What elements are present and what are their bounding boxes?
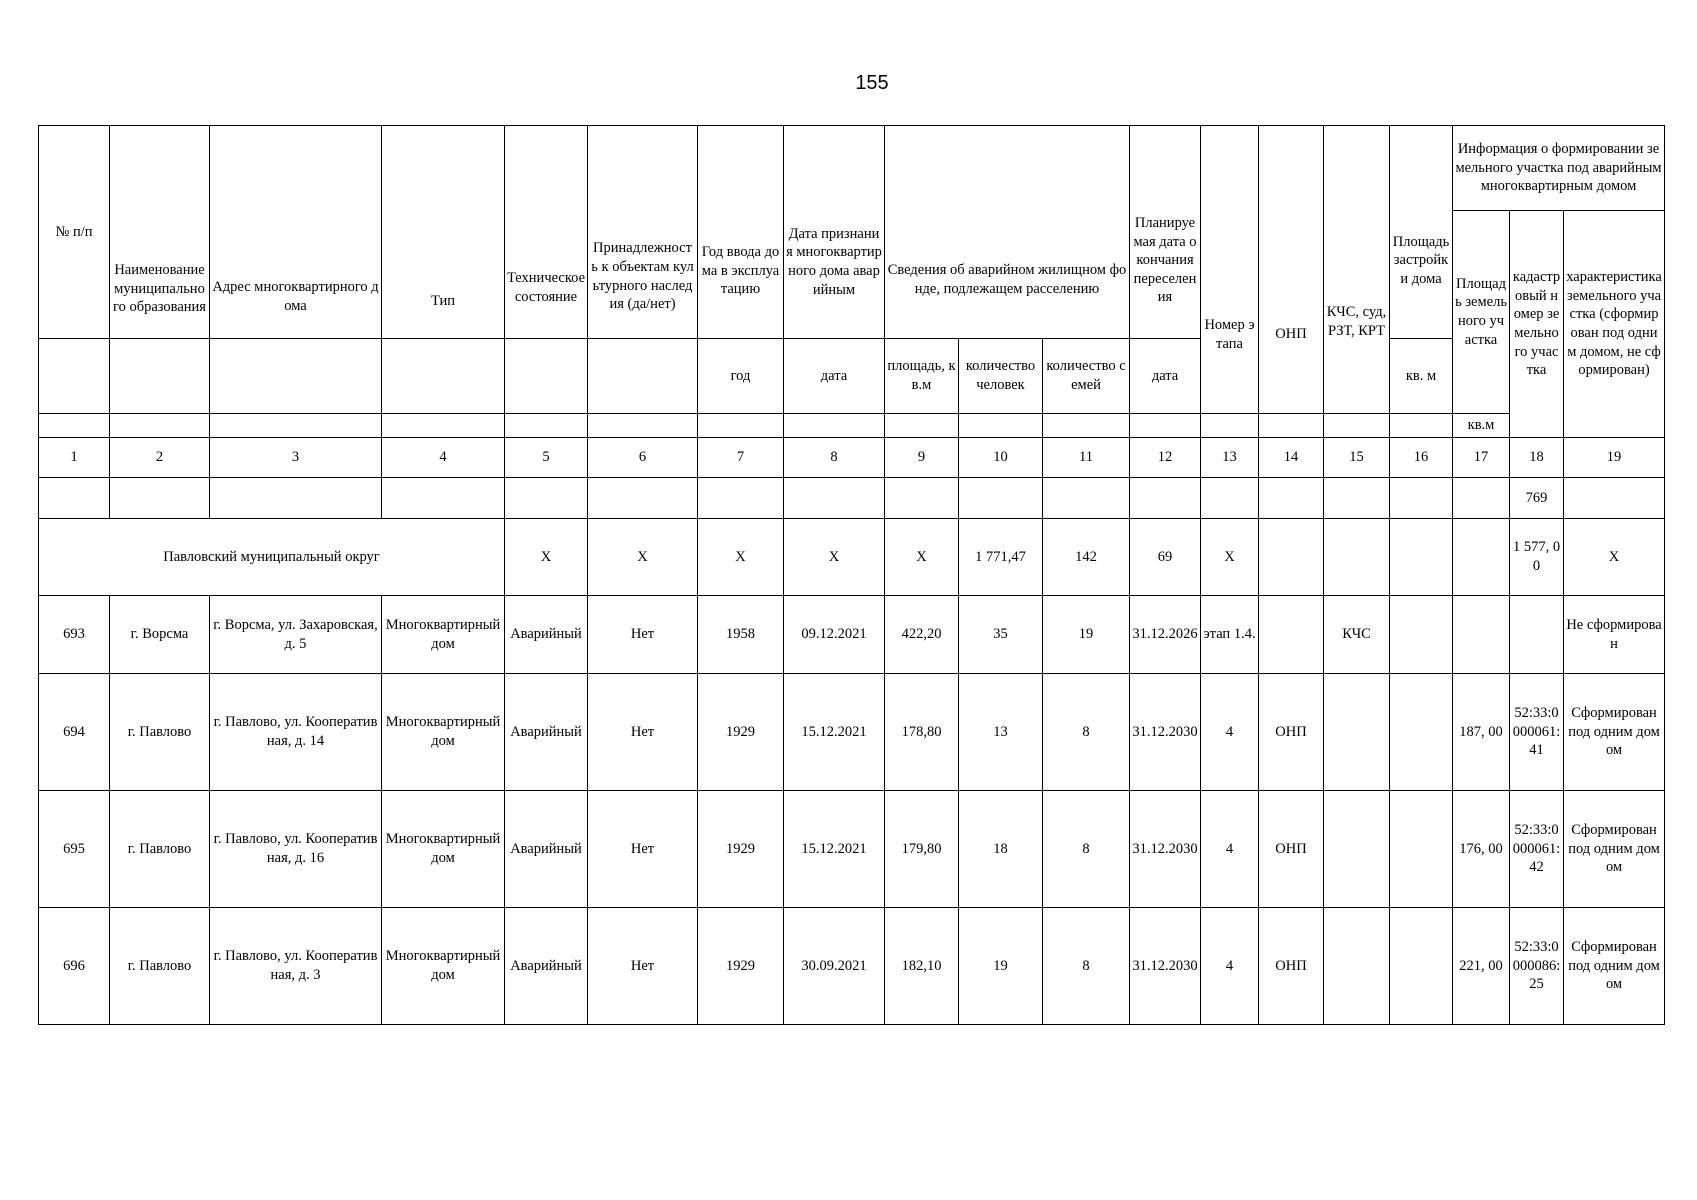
row-land-area	[1453, 596, 1510, 674]
district-c6: X	[588, 519, 698, 596]
row-people: 18	[959, 791, 1043, 908]
header-cadastral: кадастровый номер земельного участка	[1510, 211, 1564, 438]
header-onp: ОНП	[1259, 126, 1324, 414]
row-families: 8	[1043, 674, 1130, 791]
header-row-1	[39, 126, 1665, 211]
row-stage: 4	[1201, 908, 1259, 1025]
row-cadastral	[1510, 596, 1564, 674]
header-emergency-fund: Сведения об аварийном жилищном фонде, подлежащем расселению	[885, 126, 1130, 339]
row-heritage: Нет	[588, 596, 698, 674]
row-type: Многоквартирный дом	[382, 791, 505, 908]
row-people: 19	[959, 908, 1043, 1025]
district-cadastral: X	[1564, 519, 1665, 596]
row-state: Аварийный	[505, 791, 588, 908]
header-heritage: Принадлежность к объектам культурного наследия (да/нет)	[588, 126, 698, 339]
column-number: 3	[210, 438, 382, 478]
header-planned-date: Планируемая дата окончания переселения	[1130, 126, 1201, 339]
row-municipality: г. Павлово	[110, 908, 210, 1025]
column-number: 7	[698, 438, 784, 478]
row-cadastral: 52:33:0000086:25	[1510, 908, 1564, 1025]
row-planned-date: 31.12.2030	[1130, 674, 1201, 791]
column-number: 12	[1130, 438, 1201, 478]
row-families: 8	[1043, 791, 1130, 908]
column-number: 4	[382, 438, 505, 478]
emergency-housing-table	[38, 125, 1665, 1025]
row-land-info: Не сформирован	[1564, 596, 1665, 674]
row-address: г. Павлово, ул. Кооперативная, д. 14	[210, 674, 382, 791]
table-row	[39, 908, 1665, 1025]
row-year: 1929	[698, 791, 784, 908]
row-families: 8	[1043, 908, 1130, 1025]
sub-header-build-area-unit: кв. м	[1390, 339, 1453, 414]
row-build-area	[1390, 674, 1453, 791]
row-families: 19	[1043, 596, 1130, 674]
row-state: Аварийный	[505, 674, 588, 791]
row-address: г. Павлово, ул. Кооперативная, д. 3	[210, 908, 382, 1025]
row-kchs	[1324, 791, 1390, 908]
column-number: 16	[1390, 438, 1453, 478]
sub-header-year: год	[698, 339, 784, 414]
row-date: 09.12.2021	[784, 596, 885, 674]
blank-row-cadastral: 769	[1510, 478, 1564, 519]
district-c7: X	[698, 519, 784, 596]
row-land-area: 187, 00	[1453, 674, 1510, 791]
sub-header-planned-date: дата	[1130, 339, 1201, 414]
row-type: Многоквартирный дом	[382, 596, 505, 674]
column-number: 14	[1259, 438, 1324, 478]
row-stage: этап 1.4.	[1201, 596, 1259, 674]
row-land-info: Сформирован под одним домом	[1564, 908, 1665, 1025]
sub-header-land-area-unit: кв.м	[1453, 414, 1510, 438]
row-date: 30.09.2021	[784, 908, 885, 1025]
row-kchs: КЧС	[1324, 596, 1390, 674]
row-year: 1958	[698, 596, 784, 674]
sub-header-people: количество человек	[959, 339, 1043, 414]
district-c5: X	[505, 519, 588, 596]
row-cadastral: 52:33:0000061:41	[1510, 674, 1564, 791]
header-address: Адрес многоквартирного дома	[210, 126, 382, 339]
row-land-area: 176, 00	[1453, 791, 1510, 908]
row-area: 178,80	[885, 674, 959, 791]
column-number: 10	[959, 438, 1043, 478]
row-num: 696	[39, 908, 110, 1025]
row-onp: ОНП	[1259, 674, 1324, 791]
table-row	[39, 596, 1665, 674]
row-num: 694	[39, 674, 110, 791]
row-type: Многоквартирный дом	[382, 674, 505, 791]
header-land-characteristic: характеристика земельного участка (сформирован под одним домом, не сформирован)	[1564, 211, 1665, 438]
header-recognition-date: Дата признания многоквартирного дома аварийным	[784, 126, 885, 339]
district-c8: X	[784, 519, 885, 596]
column-number: 15	[1324, 438, 1390, 478]
row-municipality: г. Ворсма	[110, 596, 210, 674]
district-people: 142	[1043, 519, 1130, 596]
header-row-3	[39, 339, 1665, 414]
row-people: 13	[959, 674, 1043, 791]
row-onp: ОНП	[1259, 791, 1324, 908]
district-area: 1 771,47	[959, 519, 1043, 596]
row-area: 422,20	[885, 596, 959, 674]
row-address: г. Ворсма, ул. Захаровская, д. 5	[210, 596, 382, 674]
column-number: 9	[885, 438, 959, 478]
column-number: 18	[1510, 438, 1564, 478]
header-build-area: Площадь застройки дома	[1390, 126, 1453, 339]
row-people: 35	[959, 596, 1043, 674]
district-planned: X	[1201, 519, 1259, 596]
row-type: Многоквартирный дом	[382, 908, 505, 1025]
row-year: 1929	[698, 908, 784, 1025]
row-onp: ОНП	[1259, 908, 1324, 1025]
row-onp	[1259, 596, 1324, 674]
row-num: 695	[39, 791, 110, 908]
row-area: 179,80	[885, 791, 959, 908]
header-state: Техническое состояние	[505, 126, 588, 339]
row-build-area	[1390, 791, 1453, 908]
row-num: 693	[39, 596, 110, 674]
header-year-input: Год ввода дома в эксплуатацию	[698, 126, 784, 339]
row-date: 15.12.2021	[784, 674, 885, 791]
district-total-row	[39, 519, 1665, 596]
row-heritage: Нет	[588, 908, 698, 1025]
table-row	[39, 791, 1665, 908]
row-date: 15.12.2021	[784, 791, 885, 908]
row-land-info: Сформирован под одним домом	[1564, 674, 1665, 791]
district-name: Павловский муниципальный округ	[39, 519, 505, 596]
header-land-area: Площадь земельного участка	[1453, 211, 1510, 414]
row-stage: 4	[1201, 674, 1259, 791]
row-heritage: Нет	[588, 791, 698, 908]
row-cadastral: 52:33:0000061:42	[1510, 791, 1564, 908]
row-municipality: г. Павлово	[110, 791, 210, 908]
column-numbers-row	[39, 438, 1665, 478]
row-address: г. Павлово, ул. Кооперативная, д. 16	[210, 791, 382, 908]
row-kchs	[1324, 908, 1390, 1025]
row-planned-date: 31.12.2026	[1130, 596, 1201, 674]
row-municipality: г. Павлово	[110, 674, 210, 791]
column-number: 11	[1043, 438, 1130, 478]
column-number: 1	[39, 438, 110, 478]
row-land-info: Сформирован под одним домом	[1564, 791, 1665, 908]
column-number: 5	[505, 438, 588, 478]
column-number: 6	[588, 438, 698, 478]
district-c8b: X	[885, 519, 959, 596]
header-type: Тип	[382, 126, 505, 339]
header-num: № п/п	[39, 126, 110, 339]
column-number: 2	[110, 438, 210, 478]
district-families: 69	[1130, 519, 1201, 596]
row-year: 1929	[698, 674, 784, 791]
sub-header-families: количество семей	[1043, 339, 1130, 414]
row-heritage: Нет	[588, 674, 698, 791]
row-planned-date: 31.12.2030	[1130, 791, 1201, 908]
row-area: 182,10	[885, 908, 959, 1025]
header-municipality: Наименование муниципального образования	[110, 126, 210, 339]
blank-row	[39, 478, 1665, 519]
header-land-info: Информация о формировании земельного участка под аварийным многоквартирным домом	[1453, 126, 1665, 211]
column-number: 8	[784, 438, 885, 478]
page-number: 155	[855, 72, 889, 94]
table-row	[39, 674, 1665, 791]
row-state: Аварийный	[505, 908, 588, 1025]
sub-header-area: площадь, кв.м	[885, 339, 959, 414]
header-row-3b	[39, 414, 1665, 438]
row-land-area: 221, 00	[1453, 908, 1510, 1025]
row-stage: 4	[1201, 791, 1259, 908]
row-state: Аварийный	[505, 596, 588, 674]
column-number: 19	[1564, 438, 1665, 478]
header-kchs: КЧС, суд, РЗТ, КРТ	[1324, 126, 1390, 414]
row-build-area	[1390, 596, 1453, 674]
column-number: 13	[1201, 438, 1259, 478]
sub-header-date: дата	[784, 339, 885, 414]
row-kchs	[1324, 674, 1390, 791]
column-number: 17	[1453, 438, 1510, 478]
row-planned-date: 31.12.2030	[1130, 908, 1201, 1025]
district-land-area: 1 577, 00	[1510, 519, 1564, 596]
header-stage-number: Номер этапа	[1201, 126, 1259, 414]
row-build-area	[1390, 908, 1453, 1025]
